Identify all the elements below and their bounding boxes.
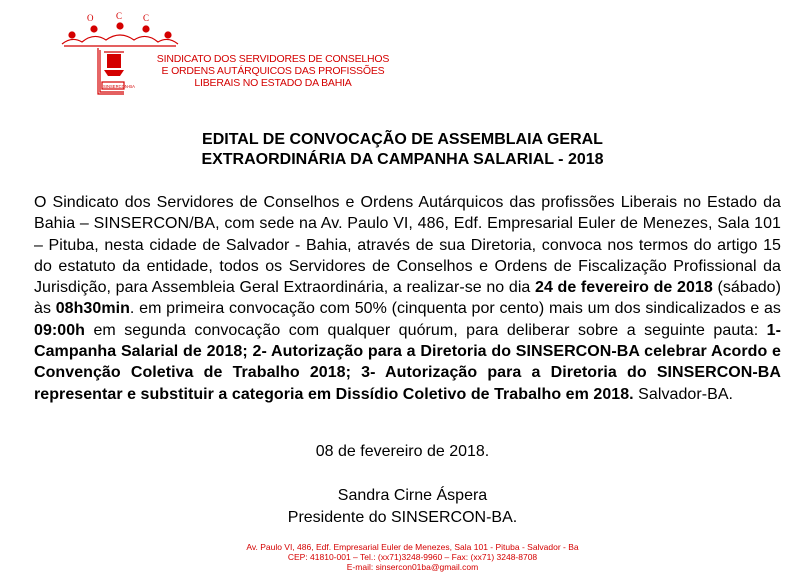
- agenda: 1- Campanha Salarial de 2018; 2- Autorização para a Diretoria do SINSERCON-BA celebrar Acordo e Convenção Coletiva de Trabalho 2018; 3- Autorização para a Diretoria do SINSERCON-BA representar e substituir a categoria em Dissídio Coletivo de Trabalho em 2018.: [34, 321, 781, 403]
- svg-text:C: C: [116, 12, 123, 21]
- org-name-line-2: E ORDENS AUTÁRQUICOS DAS PROFISSÕES: [161, 65, 385, 77]
- footer-address: Av. Paulo VI, 486, Edf. Empresarial Euler de Menezes, Sala 101 - Pituba - Salvador - Ba: [246, 542, 579, 552]
- second-call-time: 09:00h: [34, 321, 85, 339]
- footer-email: E-mail: sinsercon01ba@gmail.com: [346, 562, 479, 572]
- meeting-date: 24 de fevereiro de 2018: [535, 279, 713, 297]
- document-date: 08 de fevereiro de 2018.: [315, 443, 490, 460]
- signatory-role: Presidente do SINSERCON-BA.: [287, 509, 518, 526]
- convocation-body: [34, 192, 781, 405]
- body-text-2: (sábado) às: [34, 279, 781, 318]
- svg-text:O: O: [87, 13, 94, 23]
- footer-phone: CEP: 41810-001 – Tel.: (xx71)3248-9960 – Fax: (xx71) 3248-8708: [287, 552, 538, 562]
- letterhead: [60, 12, 390, 107]
- signatory-name: Sandra Cirne Áspera: [337, 487, 488, 504]
- logo-text: SINSERCON-BA: [103, 84, 135, 89]
- org-name-line-1: SINDICATO DOS SERVIDORES DE CONSELHOS: [156, 53, 390, 65]
- title-line-2: EXTRAORDINÁRIA DA CAMPANHA SALARIAL - 2018: [201, 151, 604, 168]
- footer-contact: [0, 542, 805, 572]
- organization-name: [128, 53, 418, 89]
- svg-text:C: C: [143, 13, 150, 23]
- body-text-1: O Sindicato dos Servidores de Conselhos e Ordens Autárquicos das profissões Liberais no Estado da Bahia – SINSERCON/BA, com sede na Av. Paulo VI, 486, Edf. Empresarial Euler de Menezes, Sala 101 – Pituba, nesta cidade de Salvador - Bahia, através de sua Diretoria, convoca nos termos do artigo 15 do estatuto da entidade, todos os Servidores de Conselhos e Ordens de Fiscalização Profissional da Jurisdição, para Assembleia Geral Extraordinária, a realizar-se no dia: [34, 194, 781, 297]
- document-title: [0, 130, 805, 170]
- first-call-time: 08h30min: [55, 300, 130, 318]
- signature-block: [0, 485, 805, 529]
- body-text-3: . em primeira convocação com 50% (cinquenta por cento) mais um dos sindicalizados e as: [129, 300, 781, 318]
- org-name-line-3: LIBERAIS NO ESTADO DA BAHIA: [194, 77, 352, 89]
- title-line-1: EDITAL DE CONVOCAÇÃO DE ASSEMBLAIA GERAL: [202, 131, 603, 148]
- body-text-5: Salvador-BA.: [633, 385, 734, 403]
- body-text-4: em segunda convocação com qualquer quórum, para deliberar sobre a seguinte pauta:: [85, 321, 767, 339]
